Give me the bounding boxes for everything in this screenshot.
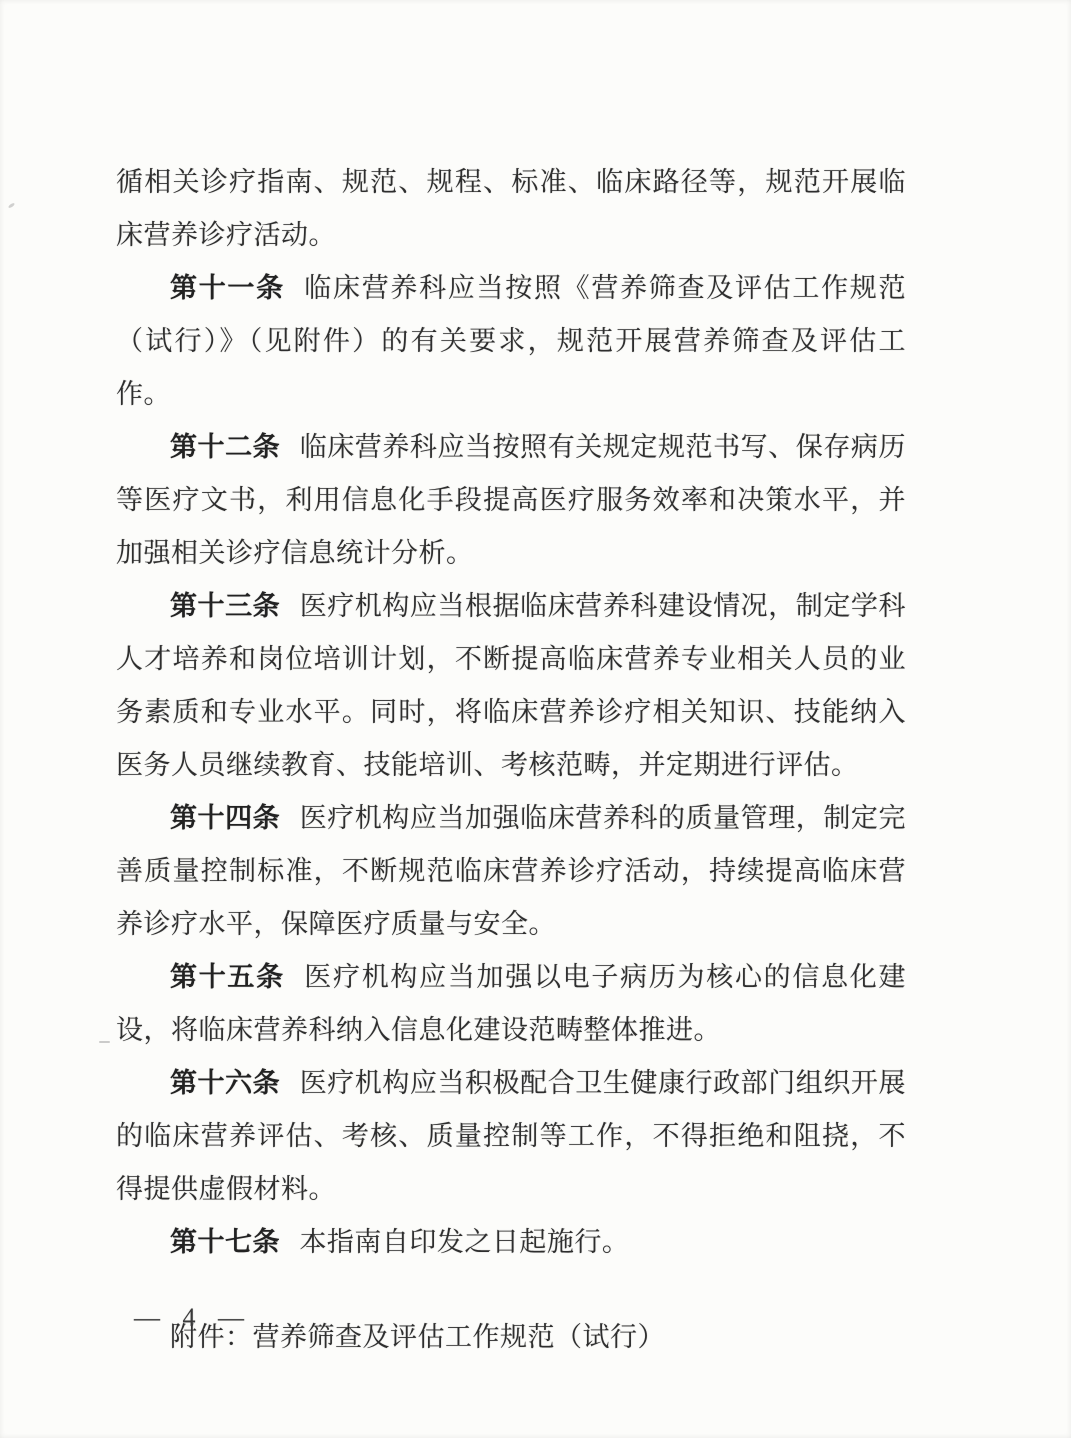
article-14-paragraph: [116, 792, 906, 951]
page-number: — 4 —: [134, 1303, 252, 1332]
article-15-text: 医疗机构应当加强以电子病历为核心的信息化建设，将临床营养科纳入信息化建设范畴整体推进。: [116, 962, 906, 1045]
article-15-paragraph: [116, 951, 906, 1057]
article-14-text: 医疗机构应当加强临床营养科的质量管理，制定完善质量控制标准，不断规范临床营养诊疗活动，持续提高临床营养诊疗水平，保障医疗质量与安全。: [116, 803, 906, 939]
paragraph-continuation-text: 循相关诊疗指南、规范、规程、标准、临床路径等，规范开展临床营养诊疗活动。: [116, 167, 906, 250]
attachment-line-text: 附件：营养筛查及评估工作规范（试行）: [170, 1322, 665, 1352]
article-11-paragraph: [116, 262, 906, 421]
article-12-text: 临床营养科应当按照有关规定规范书写、保存病历等医疗文书，利用信息化手段提高医疗服务效率和决策水平，并加强相关诊疗信息统计分析。: [116, 432, 906, 568]
article-13-text: 医疗机构应当根据临床营养科建设情况，制定学科人才培养和岗位培训计划，不断提高临床营养专业相关人员的业务素质和专业水平。同时，将临床营养诊疗相关知识、技能纳入医务人员继续教育、技能培训、考核范畴，并定期进行评估。: [116, 591, 906, 780]
article-13-number: 第十三条: [170, 591, 281, 621]
scan-speck: [99, 1041, 110, 1043]
article-14-number: 第十四条: [170, 803, 281, 833]
article-17-paragraph: [116, 1216, 906, 1269]
paragraph-continuation: [116, 156, 906, 262]
article-11-number: 第十一条: [170, 273, 285, 303]
article-15-number: 第十五条: [170, 962, 285, 992]
document-body: [116, 156, 906, 1364]
article-16-paragraph: [116, 1057, 906, 1216]
article-12-number: 第十二条: [170, 432, 281, 462]
article-11-text: 临床营养科应当按照《营养筛查及评估工作规范（试行）》（见附件）的有关要求，规范开展营养筛查及评估工作。: [116, 273, 906, 409]
article-16-number: 第十六条: [170, 1068, 281, 1098]
article-13-paragraph: [116, 580, 906, 792]
article-17-text: 本指南自印发之日起施行。: [299, 1227, 630, 1257]
scan-speck: [8, 202, 15, 208]
article-17-number: 第十七条: [170, 1227, 280, 1257]
article-12-paragraph: [116, 421, 906, 580]
article-16-text: 医疗机构应当积极配合卫生健康行政部门组织开展的临床营养评估、考核、质量控制等工作，不得拒绝和阻挠，不得提供虚假材料。: [116, 1068, 906, 1204]
